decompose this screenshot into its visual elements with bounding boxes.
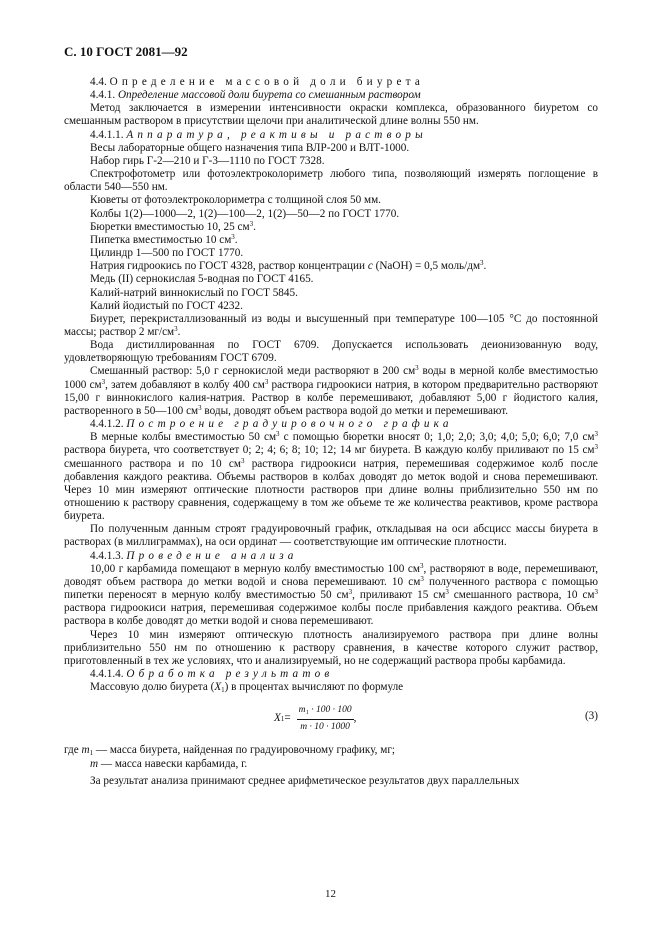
section-title: Определение массовой доли биурета со смешанным раствором [117,89,421,102]
list-item: Цилиндр 1—500 по ГОСТ 1770. [90,247,244,260]
equation-number: (3) [584,710,598,723]
variable-definition: где $m_1$ — масса биурета, найденная по градуировочному графику, мг; [64,744,396,758]
heading-4-4-1-1 [64,129,598,142]
formula-3 [64,698,598,738]
list-item: Калий йодистый по ГОСТ 4232. [90,299,243,312]
paragraph-graph: По полученным данным строят градуировочный график, откладывая на оси абсцисс массы биурета в растворах (в миллиграммах), на оси ординат — соответствующие им оптические плотности. [64,523,598,549]
paragraph-analysis-2: Через 10 мин измеряют оптическую плотность анализируемого раствора при длине волны приблизительно 550 нм по отношению к раствору сравнения, в качестве которого служит раствор, приготовленный в тех же условиях, что и анализируемый, но не содержащий раствора пробы карбамида. [64,628,598,667]
document-body [64,76,598,788]
paragraph-result: За результат анализа принимают среднее арифметическое результатов двух параллельных [90,774,520,787]
list-item: Медь (II) сернокислая 5-водная по ГОСТ 4165. [90,273,314,286]
paragraph-biuret: Биурет, перекристаллизованный из воды и высушенный при температуре 100—105 °С до постоянной массы; раствор 2 $мг/см^3$. [64,312,598,338]
list-item: Кюветы от фотоэлектроколориметра с толщиной слоя 50 мм. [90,194,381,207]
heading-4-4-1 [64,89,598,102]
formula-fraction [297,704,354,733]
section-title: Определение массовой доли биурета [109,76,425,88]
section-number: 4.4. [90,76,107,88]
list-item: Колбы 1(2)—1000—2, 1(2)—100—2, 1(2)—50—2 по ГОСТ 1770. [90,207,400,220]
paragraph-water: Вода дистиллированная по ГОСТ 6709. Допускается использовать деионизованную воду, удовлетворяющую требованиям ГОСТ 6709. [64,339,598,365]
formula-expression: X 1 = $\frac{\text{m₁ · 100 · 100}}{m \cdot 10 \cdot 1000}$ , [274,704,356,733]
section-title: Аппаратура, реактивы и растворы [126,128,427,141]
section-number: 4.4.1.2. [90,418,124,431]
heading-4-4-1-2 [64,418,598,431]
list-item: Бюретки вместимостью 10, 25 $см^3$. [90,219,256,233]
section-title: Проведение анализа [126,549,298,562]
section-number: 4.4.1. [90,89,116,102]
list-item: Пипетка вместимостью 10 $см^3$. [90,232,238,246]
section-number: 4.4.1.1. [90,128,124,141]
heading-4-4 [64,76,598,89]
section-title: Обработка результатов [126,668,334,681]
heading-4-4-1-4 [64,668,598,681]
section-title: Построение градуировочного графика [126,418,453,431]
paragraph-calc: Массовую долю биурета $(X_1)$ в процентах вычисляют по формуле [90,681,404,695]
paragraph-graduation: В мерные колбы вместимостью 50 $см^3$ с помощью бюретки вносят 0; 1,0; 2,0; 3,0; 4,0; 5,0; 6,0; 7,0 $см^3$ раствора биурета, что соответствует 0; 2; 4; 6; 8; 10; 12; 14 мг биурета. В каждую колбу приливают по 15 $см^3$ смешанного раствора и по 10 $см^3$ раствора гидроокиси натрия, перемешивая содержимое колб после добавления каждого реактива. Объемы растворов в колбах доводят до меток водой и снова перемешивают. Через 10 мин измеряют оптические плотности растворов при длине волны приблизительно 550 нм по отношению к раствору сравнения, содержащему в том же объеме те же количества реактивов, кроме раствора биурета. [64,430,598,523]
paragraph-mixed-solution: Смешанный раствор: 5,0 г сернокислой меди растворяют в 200 $см^3$ воды в мерной колбе вместимостью 1000 $см^3$, затем добавляют в колбу 400 $см^3$ раствора гидроокиси натрия, в котором предварительно растворяют 15,00 г виннокислого калия-натрия. Раствор в колбе перемешивают, добавляют 5,00 г йодистого калия, растворенного в 50—100 $см^3$ воды, доводят объем раствора водой до метки и перемешивают. [64,364,598,417]
variable-definition: m — масса навески карбамида, г. [90,757,248,770]
paragraph-method: Метод заключается в измерении интенсивности окраски комплекса, образованного биуретом со смешанным раствором в присутствии щелочи при аналитической длине волны 550 нм. [64,102,598,128]
paragraph-analysis: 10,00 г карбамида помещают в мерную колбу вместимостью 100 $см^3$, растворяют в воде, перемешивают, доводят объем раствора до метки водой и снова перемешивают. 10 $см^3$ полученного раствора с помощью пипетки переносят в мерную колбу вместимостью 50 $см^3$, приливают 15 $см^3$ смешанного раствора, 10 $см^3$ раствора гидроокиси натрия, перемешивая содержимое колбы после прибавления каждого реактива. Объем раствора в колбе доводят до метки водой и снова перемешивают. [64,561,598,628]
list-item: Калий-натрий виннокислый по ГОСТ 5845. [90,286,298,299]
page-header: С. 10 ГОСТ 2081—92 [64,44,188,59]
list-item: Весы лабораторные общего назначения типа ВЛР-200 и ВЛТ-1000. [90,141,410,154]
section-number: 4.4.1.3. [90,549,124,562]
section-number: 4.4.1.4. [90,668,124,681]
heading-4-4-1-3 [64,550,598,563]
list-item: Набор гирь Г-2—210 и Г-3—1110 по ГОСТ 7328. [90,154,325,167]
formula-denominator: m · 10 · 1000 [300,721,350,732]
formula-numerator: m₁ · 100 · 100 [297,704,354,719]
page-number: 12 [325,888,336,900]
list-item: Натрия гидроокись по ГОСТ 4328, раствор концентрации c (NaOH) = 0,5 моль/$дм^3$. [90,259,487,273]
list-item: Спектрофотометр или фотоэлектроколориметр любого типа, позволяющий измерять поглощение в области 540—550 нм. [64,168,598,194]
